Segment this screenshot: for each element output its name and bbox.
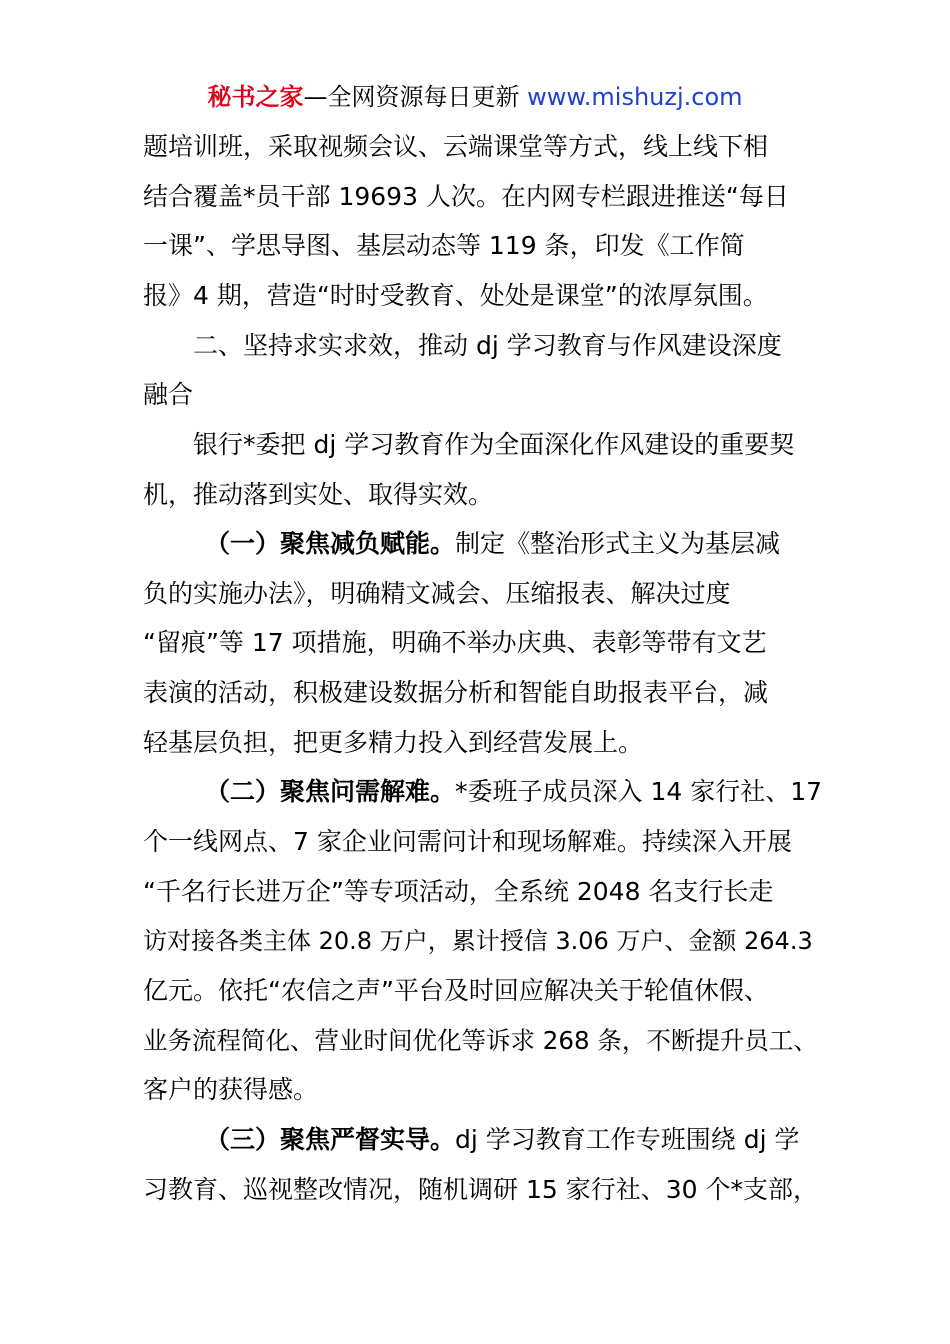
text-line: 亿元。依托“农信之声”平台及时回应解决关于轮值休假、: [143, 976, 769, 1005]
section-heading: 二、坚持求实求效，推动 dj 学习教育与作风建设深度: [193, 331, 782, 360]
brand-name: 秘书之家: [207, 83, 304, 111]
subsection-title: （三）聚焦严督实导。: [205, 1125, 456, 1154]
text-line: 访对接各类主体 20.8 万户，累计授信 3.06 万户、金额 264.3: [143, 927, 813, 955]
section-heading-continued: 融合: [143, 380, 194, 409]
subsection-title: （一）聚焦减负赋能。: [205, 529, 456, 558]
site-url-link[interactable]: www.mishuzj.com: [527, 83, 743, 111]
text-line: “留痕”等 17 项措施，明确不举办庆典、表彰等带有文艺: [143, 628, 767, 657]
text-line: 习教育、巡视整改情况，随机调研 15 家行社、30 个*支部，: [143, 1175, 818, 1204]
subsection-line: （二）聚焦问需解难。*委班子成员深入 14 家行社、17: [205, 777, 823, 806]
header-slogan: —全网资源每日更新: [303, 83, 520, 111]
text-line: 负的实施办法》，明确精文减会、压缩报表、解决过度: [143, 579, 731, 608]
subsection-title: （二）聚焦问需解难。: [205, 777, 456, 806]
text-line: 题培训班，采取视频会议、云端课堂等方式，线上线下相: [143, 132, 769, 161]
text-line: 客户的获得感。: [143, 1075, 319, 1104]
text-line: 业务流程简化、营业时间优化等诉求 268 条，不断提升员工、: [143, 1026, 818, 1055]
text-line: 轻基层负担，把更多精力投入到经营发展上。: [143, 728, 644, 757]
text-line: 银行*委把 dj 学习教育作为全面深化作风建设的重要契: [193, 430, 795, 459]
site-header: [0, 80, 950, 114]
subsection-line: （一）聚焦减负赋能。制定《整治形式主义为基层减: [205, 529, 781, 558]
text-line: “千名行长进万企”等专项活动，全系统 2048 名支行长走: [143, 877, 774, 906]
text-line: 报》4 期，营造“时时受教育、处处是课堂”的浓厚氛围。: [143, 281, 768, 310]
text-line: 结合覆盖*员干部 19693 人次。在内网专栏跟进推送“每日: [143, 182, 789, 211]
text-line: 一课”、学思导图、基层动态等 119 条，印发《工作简: [143, 231, 745, 260]
text-line: 机，推动落到实处、取得实效。: [143, 480, 494, 509]
subsection-line: （三）聚焦严督实导。dj 学习教育工作专班围绕 dj 学: [205, 1125, 800, 1154]
text-line: 表演的活动，积极建设数据分析和智能自助报表平台，减: [143, 678, 769, 707]
text-line: 个一线网点、7 家企业问需问计和现场解难。持续深入开展: [143, 827, 792, 856]
